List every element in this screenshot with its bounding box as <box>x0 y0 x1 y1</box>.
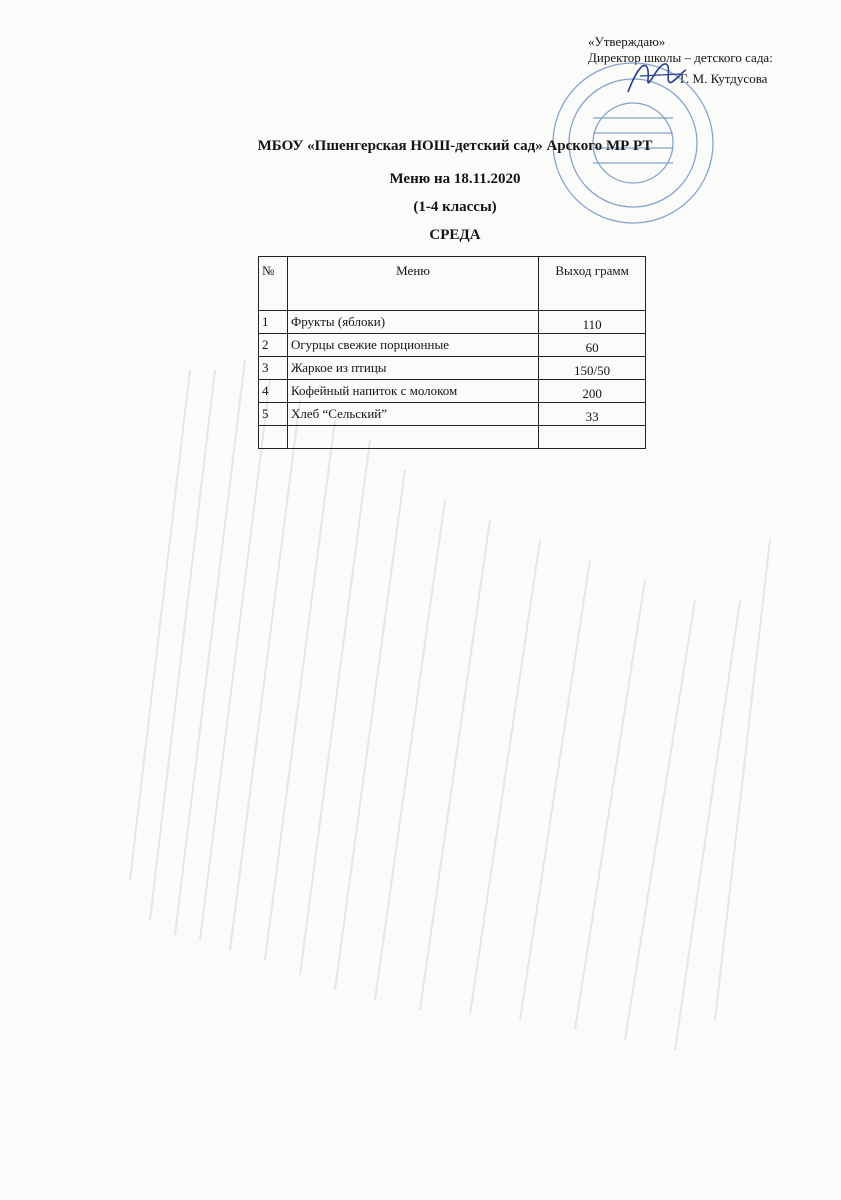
column-output: Выход грамм <box>539 257 646 311</box>
table-row <box>259 403 646 426</box>
approval-position: Директор школы – детского сада: <box>588 50 773 65</box>
table-row <box>259 357 646 380</box>
weekday-label: СРЕДА <box>429 227 481 243</box>
row-output: 60 <box>539 334 646 357</box>
row-number: 5 <box>259 403 288 426</box>
row-dish: Жаркое из птицы <box>287 357 538 380</box>
table-header-row <box>259 257 646 311</box>
row-number: 3 <box>259 357 288 380</box>
table-row <box>259 334 646 357</box>
menu-date: Меню на 18.11.2020 <box>389 171 521 187</box>
row-output: 110 <box>539 311 646 334</box>
row-output <box>539 426 646 449</box>
column-number: № <box>259 257 288 311</box>
row-output: 200 <box>539 380 646 403</box>
column-menu: Меню <box>287 257 538 311</box>
school-title: МБОУ «Пшенгерская НОШ-детский сад» Арского МР РТ <box>257 138 653 154</box>
row-dish: Хлеб “Сельский” <box>287 403 538 426</box>
row-number: 2 <box>259 334 288 357</box>
row-number: 1 <box>259 311 288 334</box>
table-row-empty <box>259 426 646 449</box>
row-dish <box>287 426 538 449</box>
row-output: 33 <box>539 403 646 426</box>
row-number <box>259 426 288 449</box>
row-dish: Фрукты (яблоки) <box>287 311 538 334</box>
row-dish: Огурцы свежие порционные <box>287 334 538 357</box>
table-row <box>259 311 646 334</box>
approval-director-name: Г. М. Кутдусова <box>680 71 768 86</box>
row-number: 4 <box>259 380 288 403</box>
grades-label: (1-4 классы) <box>413 199 497 215</box>
approval-label: «Утверждаю» <box>588 34 666 49</box>
row-output: 150/50 <box>539 357 646 380</box>
director-signature <box>620 52 690 102</box>
table-row <box>259 380 646 403</box>
menu-table <box>258 256 646 449</box>
row-dish: Кофейный напиток с молоком <box>287 380 538 403</box>
